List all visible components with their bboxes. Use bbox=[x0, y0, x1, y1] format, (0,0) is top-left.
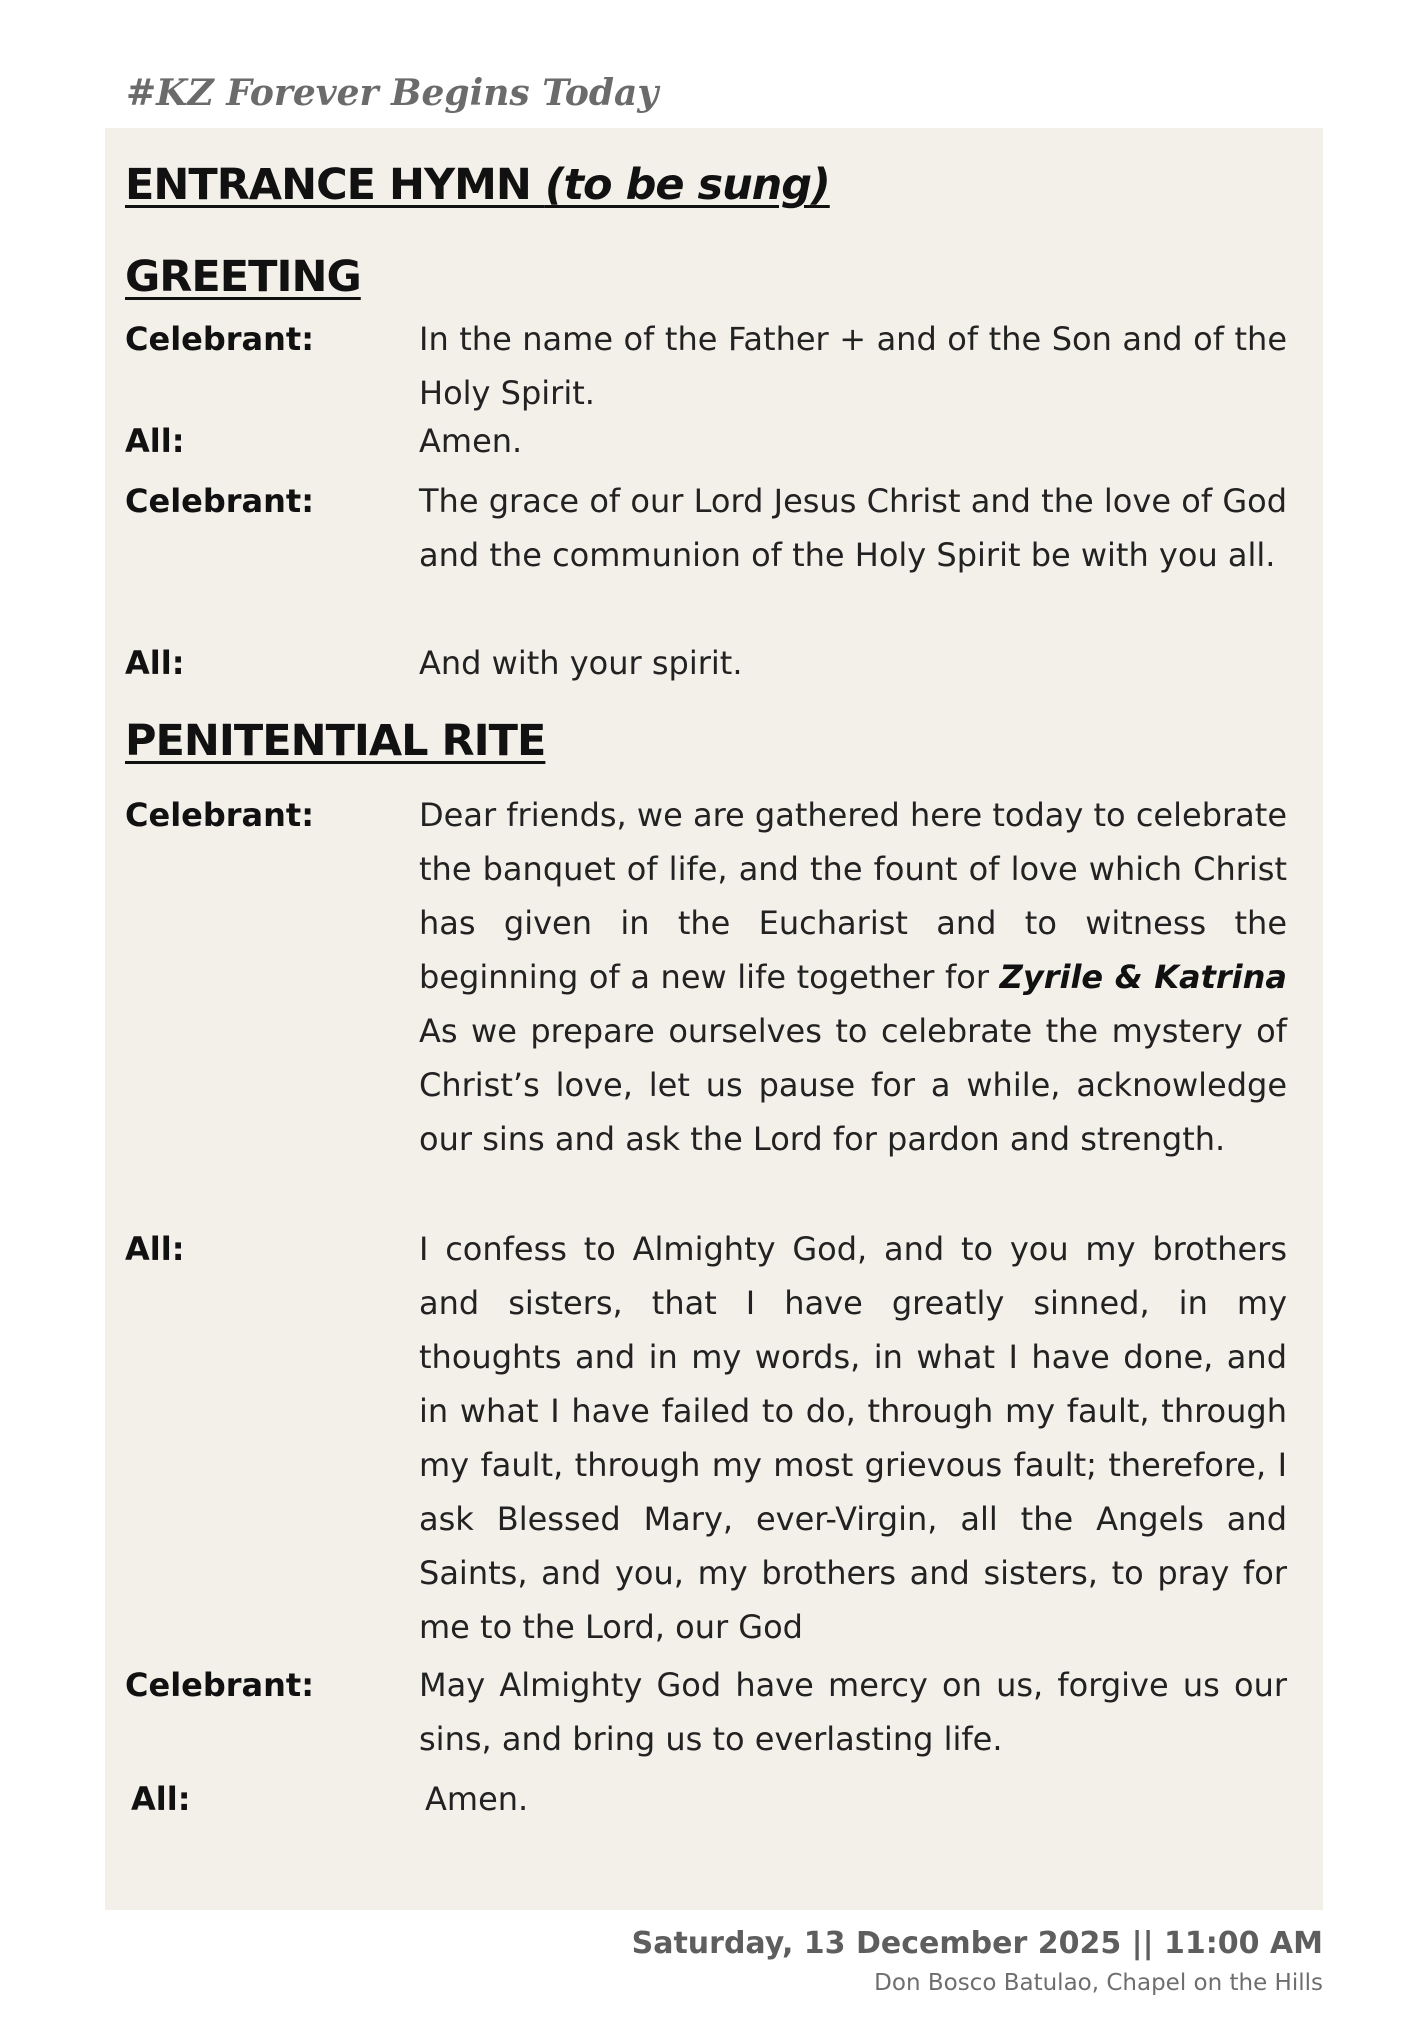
entrance-hymn-subtitle: (to be sung) bbox=[544, 160, 830, 210]
penitential-text-1-before: Dear friends, we are gathered here today to celebrate the banquet of life, and the fount of love which Christ has given in the Eucharist and to witness the beginning of a new life together for bbox=[419, 796, 1287, 996]
greeting-heading: GREETING bbox=[125, 252, 361, 302]
greeting-speaker-1: Celebrant: bbox=[125, 320, 315, 358]
penitential-text-1-after: As we prepare ourselves to celebrate the mystery of Christ’s love, let us pause for a while, acknowledge our sins and ask the Lord for pardon and strength. bbox=[419, 1012, 1287, 1158]
penitential-speaker-4: All: bbox=[131, 1780, 191, 1818]
couple-names: Zyrile & Katrina bbox=[999, 958, 1287, 996]
penitential-text-1 bbox=[419, 788, 1287, 1166]
greeting-speaker-4: All: bbox=[125, 644, 185, 682]
footer-place: Don Bosco Batulao, Chapel on the Hills bbox=[874, 1970, 1323, 1996]
greeting-speaker-2: All: bbox=[125, 422, 185, 460]
penitential-text-4: Amen. bbox=[425, 1780, 529, 1818]
greeting-text-3: The grace of our Lord Jesus Christ and the love of God and the communion of the Holy Spirit be with you all. bbox=[419, 482, 1287, 574]
penitential-speaker-2: All: bbox=[125, 1230, 185, 1268]
penitential-speaker-1: Celebrant: bbox=[125, 796, 315, 834]
entrance-hymn-title: ENTRANCE HYMN bbox=[125, 160, 545, 210]
greeting-speaker-3: Celebrant: bbox=[125, 482, 315, 520]
header-tagline: #KZ Forever Begins Today bbox=[126, 72, 659, 114]
penitential-speaker-3: Celebrant: bbox=[125, 1666, 315, 1704]
greeting-text-4: And with your spirit. bbox=[419, 644, 743, 682]
greeting-text-1: In the name of the Father + and of the Son and of the Holy Spirit. bbox=[419, 320, 1287, 412]
footer-date: Saturday, 13 December 2025 || 11:00 AM bbox=[631, 1926, 1323, 1961]
penitential-rite-heading: PENITENTIAL RITE bbox=[125, 716, 546, 766]
entrance-hymn-heading bbox=[125, 160, 830, 210]
penitential-text-2: I confess to Almighty God, and to you my brothers and sisters, that I have greatly sinned, in my thoughts and in my words, in what I have done, and in what I have failed to do, through my fault, through my fault, through my most grievous fault; therefore, I ask Blessed Mary, ever-Virgin, all the Angels and Saints, and you, my brothers and sisters, to pray for me to the Lord, our God bbox=[419, 1230, 1287, 1646]
greeting-text-2: Amen. bbox=[419, 422, 523, 460]
penitential-text-3: May Almighty God have mercy on us, forgive us our sins, and bring us to everlasting life. bbox=[419, 1666, 1287, 1758]
